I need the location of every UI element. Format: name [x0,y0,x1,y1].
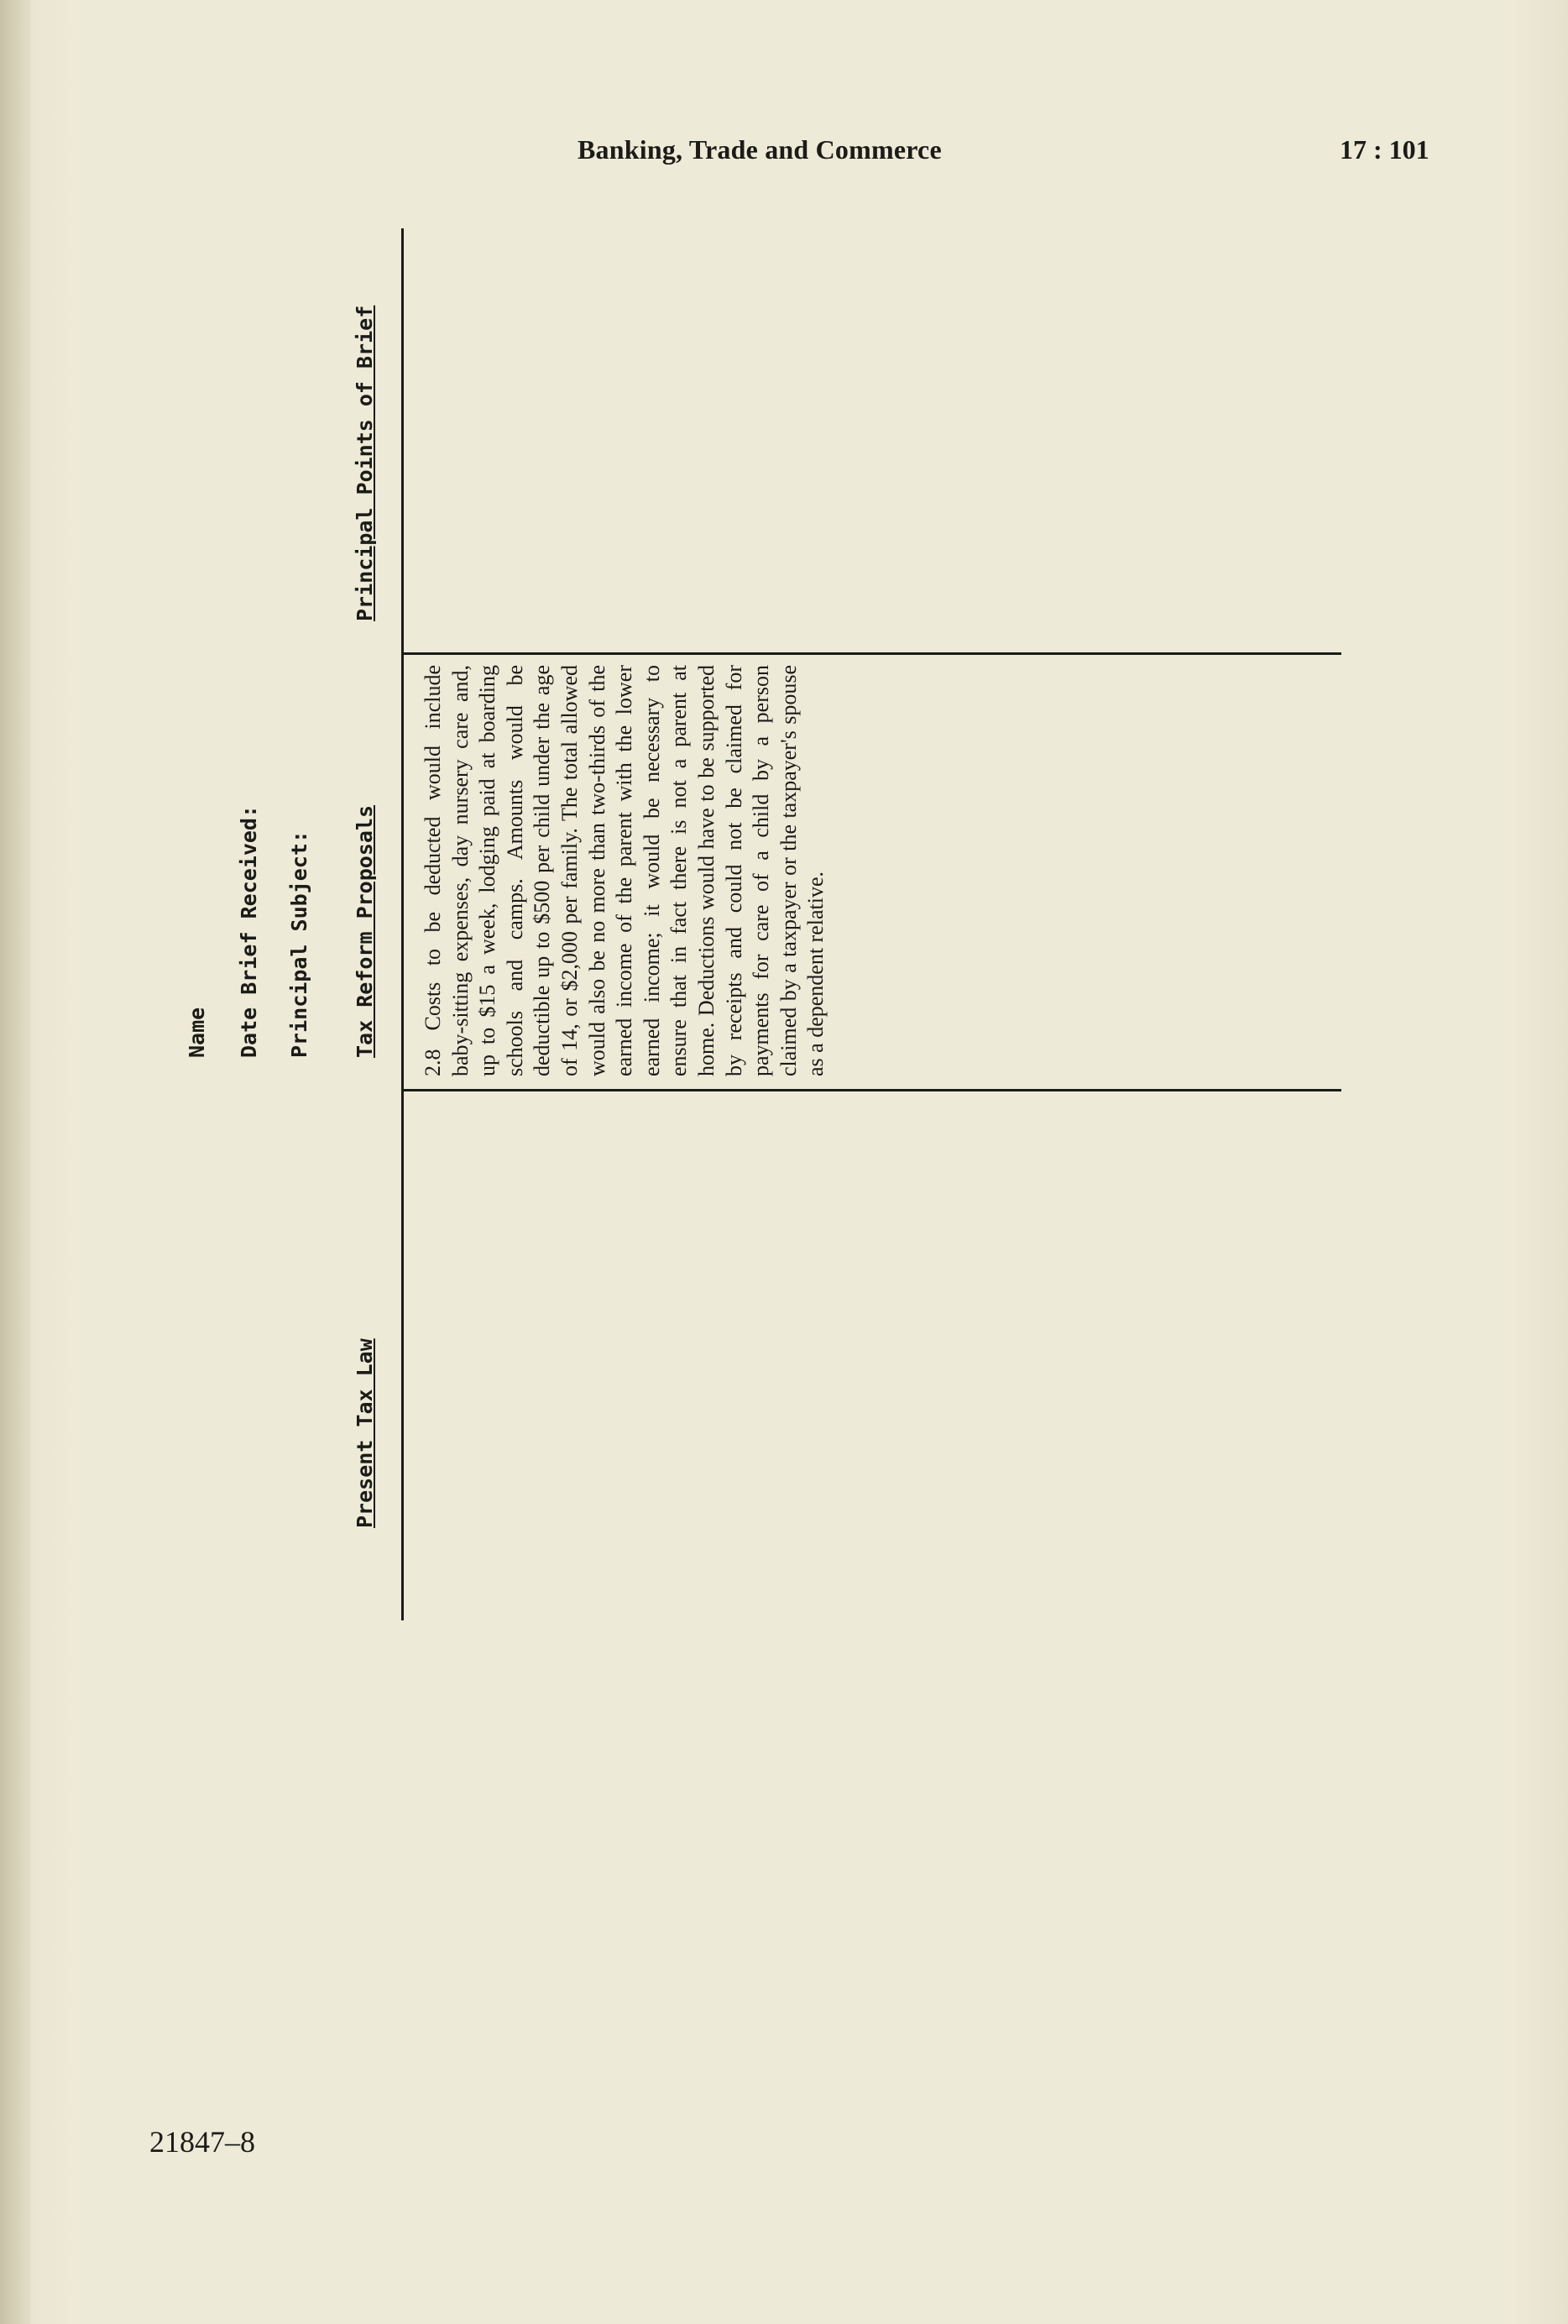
signature-code: 21847–8 [149,2125,255,2159]
reform-proposal-text [420,665,830,1076]
column-header-present-tax-law: Present Tax Law [353,1338,377,1528]
column-header-tax-reform-proposals: Tax Reform Proposals [353,804,377,1058]
binding-edge [0,0,30,2324]
page-number: 17 : 101 [1340,134,1429,165]
column-divider [401,1089,1341,1091]
rotated-brief-table [185,243,1343,1637]
paragraph-number: 2.8 [421,1049,445,1076]
principal-subject-label: Principal Subject: [287,830,311,1058]
column-divider [401,652,1341,655]
table-top-rule [401,228,404,1620]
column-header-principal-points: Principal Points of Brief [353,305,377,621]
paragraph-text: Costs to be deducted would include baby-sitting expenses, day nursery care and, up to $15 a week, lodging paid at boarding schools and camps. Amounts would be deductible up to $500 per child under the age of 14, or $2,000 per family. The total allowed would also be no more than two-thirds of the earned income of the parent with the lower earned income; it would be necessary to ensure that in fact there is not a parent at home. Deductions would have to be supported by receipts and could not be claimed for payments for care of a child by a person claimed by a taxpayer or the taxpayer's spouse as a dependent relative. [421,665,828,1076]
name-label: Name [185,1007,209,1058]
running-title: Banking, Trade and Commerce [578,134,942,165]
date-brief-received-label: Date Brief Received: [237,804,261,1058]
